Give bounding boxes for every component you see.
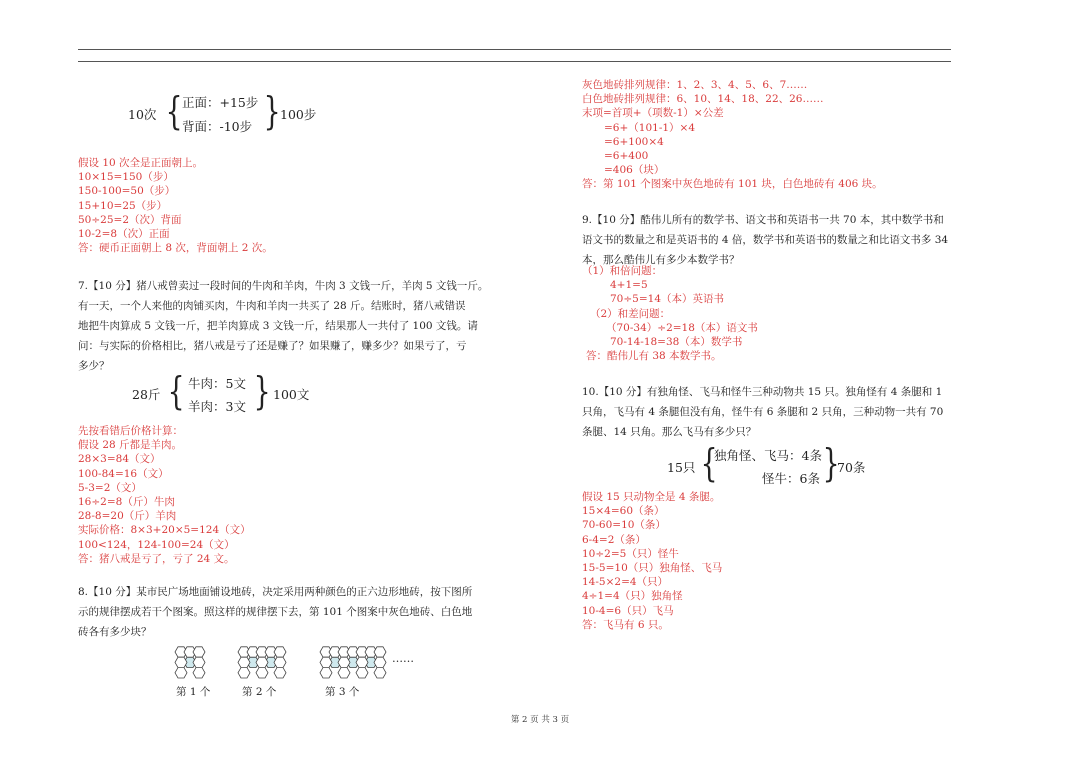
answer-8: 灰色地砖排列规律：1、2、3、4、5、6、7…… 白色地砖排列规律：6、10、14、18、22、26…… 末项=首项+（项数-1）×公差 =6+（101-1）×4 =6+100×4 =6+400 =406（块） 答：第 101 个图案中灰色地砖有 101 块，白色地砖有 406 块。 [582, 79, 883, 191]
diagram-bottom: 怪牛：6条 [762, 471, 820, 486]
diagram-result: 100文 [273, 387, 310, 402]
page-footer: 第 2 页 共 3 页 [510, 715, 570, 725]
diagram-result: 100步 [280, 107, 317, 122]
answer-9: （1）和倍问题： 4+1=5 70÷5=14（本）英语书 （2）和差问题： （70-34）÷2=18（本）语文书 70-14-18=38（本）数学书 答：酷伟儿有 38 本数学书。 [582, 265, 758, 363]
question-8: 8.【10 分】某市民广场地面铺设地砖，决定采用两种颜色的正六边形地砖，按下图所 示的规律摆成若干个图案。照这样的规律摆下去，第 101 个图案中灰色地砖、白色地 砖各有多少块？ [78, 586, 473, 638]
question-7: 7.【10 分】猪八戒曾卖过一段时间的牛肉和羊肉，牛肉 3 文钱一斤，羊肉 5 文钱一斤。 有一天，一个人来他的肉铺买肉，牛肉和羊肉一共买了 28 斤。结账时，猪八戒错误 地把牛肉算成 5 文钱一斤，把羊肉算成 3 文钱一斤，结果那人一共付了 100 文钱。请 问：与实际的价格相比，猪八戒是亏了还是赚了？如果赚了，赚多少？如果亏了，亏 多少？ [78, 280, 489, 372]
white-tile [320, 668, 332, 678]
figure-label-1: 第 1 个 [176, 686, 211, 698]
white-tile [193, 647, 205, 657]
left-brace: { [165, 89, 183, 133]
white-tile [238, 657, 250, 667]
question-9: 9.【10 分】酷伟儿所有的数学书、语文书和英语书一共 70 本，其中数学书和 语文书的数量之和是英语书的 4 倍，数学书和英语书的数量之和比语文书多 34 本，那么酷伟儿有多少本数学书？ [582, 214, 949, 266]
answer-6: 假设 10 次全是正面朝上。 10×15=150（步） 150-100=50（步） 15+10=25（步） 50÷25=2（次）背面 10-2=8（次）正面 答：硬币正面朝上 8 次，背面朝上 2 次。 [78, 157, 273, 255]
left-brace: { [167, 369, 185, 413]
white-tile [356, 657, 368, 667]
diagram-top: 正面：+15步 [182, 95, 259, 110]
diagram-total: 28斤 [132, 387, 161, 402]
right-brace: } [253, 369, 271, 413]
top-rule-1 [78, 49, 951, 50]
white-tile [320, 657, 332, 667]
white-tile [256, 657, 268, 667]
diagram-top: 牛肉：5文 [188, 376, 246, 391]
white-tile [193, 657, 205, 667]
diagram-animals [667, 441, 887, 486]
right-brace: } [822, 441, 840, 485]
diagram-total: 15只 [667, 460, 696, 475]
diagram-bottom: 羊肉：3文 [188, 399, 246, 414]
diagram-meat [132, 369, 332, 414]
white-tile [175, 657, 187, 667]
figure-ellipsis: …… [392, 652, 414, 665]
white-tile [274, 647, 286, 657]
white-tile [374, 657, 386, 667]
diagram-result: 70条 [837, 460, 866, 475]
diagram-bottom: 背面：-10步 [182, 119, 253, 134]
white-tile [238, 668, 250, 678]
right-brace: } [263, 89, 281, 133]
white-tile [356, 668, 368, 678]
diagram-total: 10次 [128, 107, 157, 122]
white-tile [274, 668, 286, 678]
white-tile [175, 668, 187, 678]
figure-label-2: 第 2 个 [242, 686, 277, 698]
figure-label-3: 第 3 个 [325, 686, 360, 698]
white-tile [193, 668, 205, 678]
question-10: 10.【10 分】有独角怪、飞马和怪牛三种动物共 15 只。独角怪有 4 条腿和 1 只角，飞马有 4 条腿但没有角，怪牛有 6 条腿和 2 只角，三种动物一共有 70 条腿、14 只角。那么飞马有多少只？ [582, 386, 944, 438]
white-tile [374, 647, 386, 657]
diagram-top: 独角怪、飞马：4条 [714, 448, 822, 463]
diagram-coin [128, 89, 328, 134]
white-tile [256, 668, 268, 678]
white-tile [338, 657, 350, 667]
left-brace: { [700, 441, 718, 485]
white-tile [274, 657, 286, 667]
answer-7: 先按看错后价格计算： 假设 28 斤都是羊肉。 28×3=84（文） 100-84=16（文） 5-3=2（文） 16÷2=8（斤）牛肉 28-8=20（斤）羊肉 实际价格：8×3+20×5=124（文） 100<124，124-100=24（文） 答：猪八戒是亏了，亏了 24 文。 [78, 425, 251, 565]
top-rule-2 [78, 61, 951, 62]
white-tile [338, 668, 350, 678]
white-tile [374, 668, 386, 678]
answer-10: 假设 15 只动物全是 4 条腿。 15×4=60（条） 70-60=10（条） 6-4=2（条） 10÷2=5（只）怪牛 15-5=10（只）独角怪、飞马 14-5×2=4（只） 4÷1=4（只）独角怪 10-4=6（只）飞马 答：飞马有 6 只。 [582, 491, 723, 631]
